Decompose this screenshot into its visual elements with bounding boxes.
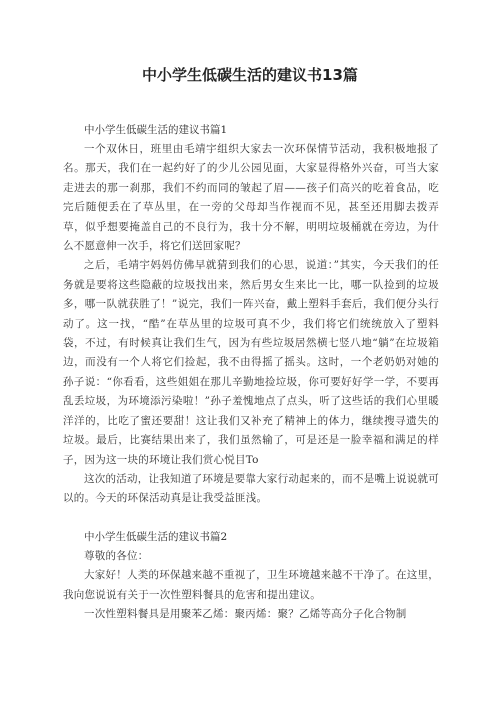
salutation: 尊敬的各位：	[84, 549, 149, 562]
paragraph: 这次的活动，让我知道了环境是要靠大家行动起来的，而不是嘴上说说就可以的。今天的环保活动真是让我受益匪浅。	[63, 472, 439, 505]
paragraph: 一次性塑料餐具是用聚苯乙烯：聚丙烯：聚？乙烯等高分子化合物制	[84, 607, 407, 620]
section-spacer	[63, 509, 439, 528]
paragraph: 大家好！人类的环保越来越不重视了，卫生环境越来越不干净了。在这里，我向您说说有关于一次性塑料餐具的危害和提出建议。	[63, 569, 439, 601]
paragraph: 一个双休日，班里由毛靖宇组织大家去一次环保情节活动，我积极地报了名。那天，我们在一起约好了的少儿公园见面，大家显得格外兴奋，可当大家走进去的那一刹那，我们不约而同的皱起了眉——孩子们高兴的吃着食品，吃完后随便丢在了草丛里，在一旁的父母却当作视而不见，甚至还用脚去拨弄草，似乎想要掩盖自己的不良行为，我十分不解，明明垃圾桶就在旁边，为什么不愿意伸一次手，将它们送回家呢？	[63, 143, 439, 253]
document-body	[63, 121, 439, 624]
document-title: 中小学生低碳生活的建议书13篇	[142, 66, 358, 84]
paragraph: 之后，毛靖宇妈妈仿佛早就猜到我们的心思，说道：”其实，今天我们的任务就是要将这些隐蔽的垃圾找出来，然后男女生来比一比，哪一队捡到的垃圾多，哪一队就获胜了！”说完，我们一阵兴奋，戴上塑料手套后，我们便分头行动了。这一找，“酷”在草丛里的垃圾可真不少，我们将它们统统放入了塑料袋，不过，有时候真让我们生气，因为有些垃圾居然横七竖八地“躺”在垃圾箱边，而没有一个人将它们捡起，我不由得摇了摇头。这时，一个老奶奶对她的孙子说：“你看看，这些姐姐在那儿辛勤地捡垃圾，你可要好好学一学，不要再乱丢垃圾，为环境添污染啦！”孙子羞愧地点了点头，听了这些话的我们心里暖洋洋的，比吃了蜜还要甜！这让我们又补充了精神上的体力，继续搜寻遗失的垃圾。最后，比赛结果出来了，我们虽然输了，可是还是一脸幸福和满足的样子，因为这一块的环境让我们赏心悦目To	[63, 259, 439, 466]
section-heading-1: 中小学生低碳生活的建议书篇1	[84, 124, 228, 136]
section-heading-2: 中小学生低碳生活的建议书篇2	[84, 530, 228, 543]
